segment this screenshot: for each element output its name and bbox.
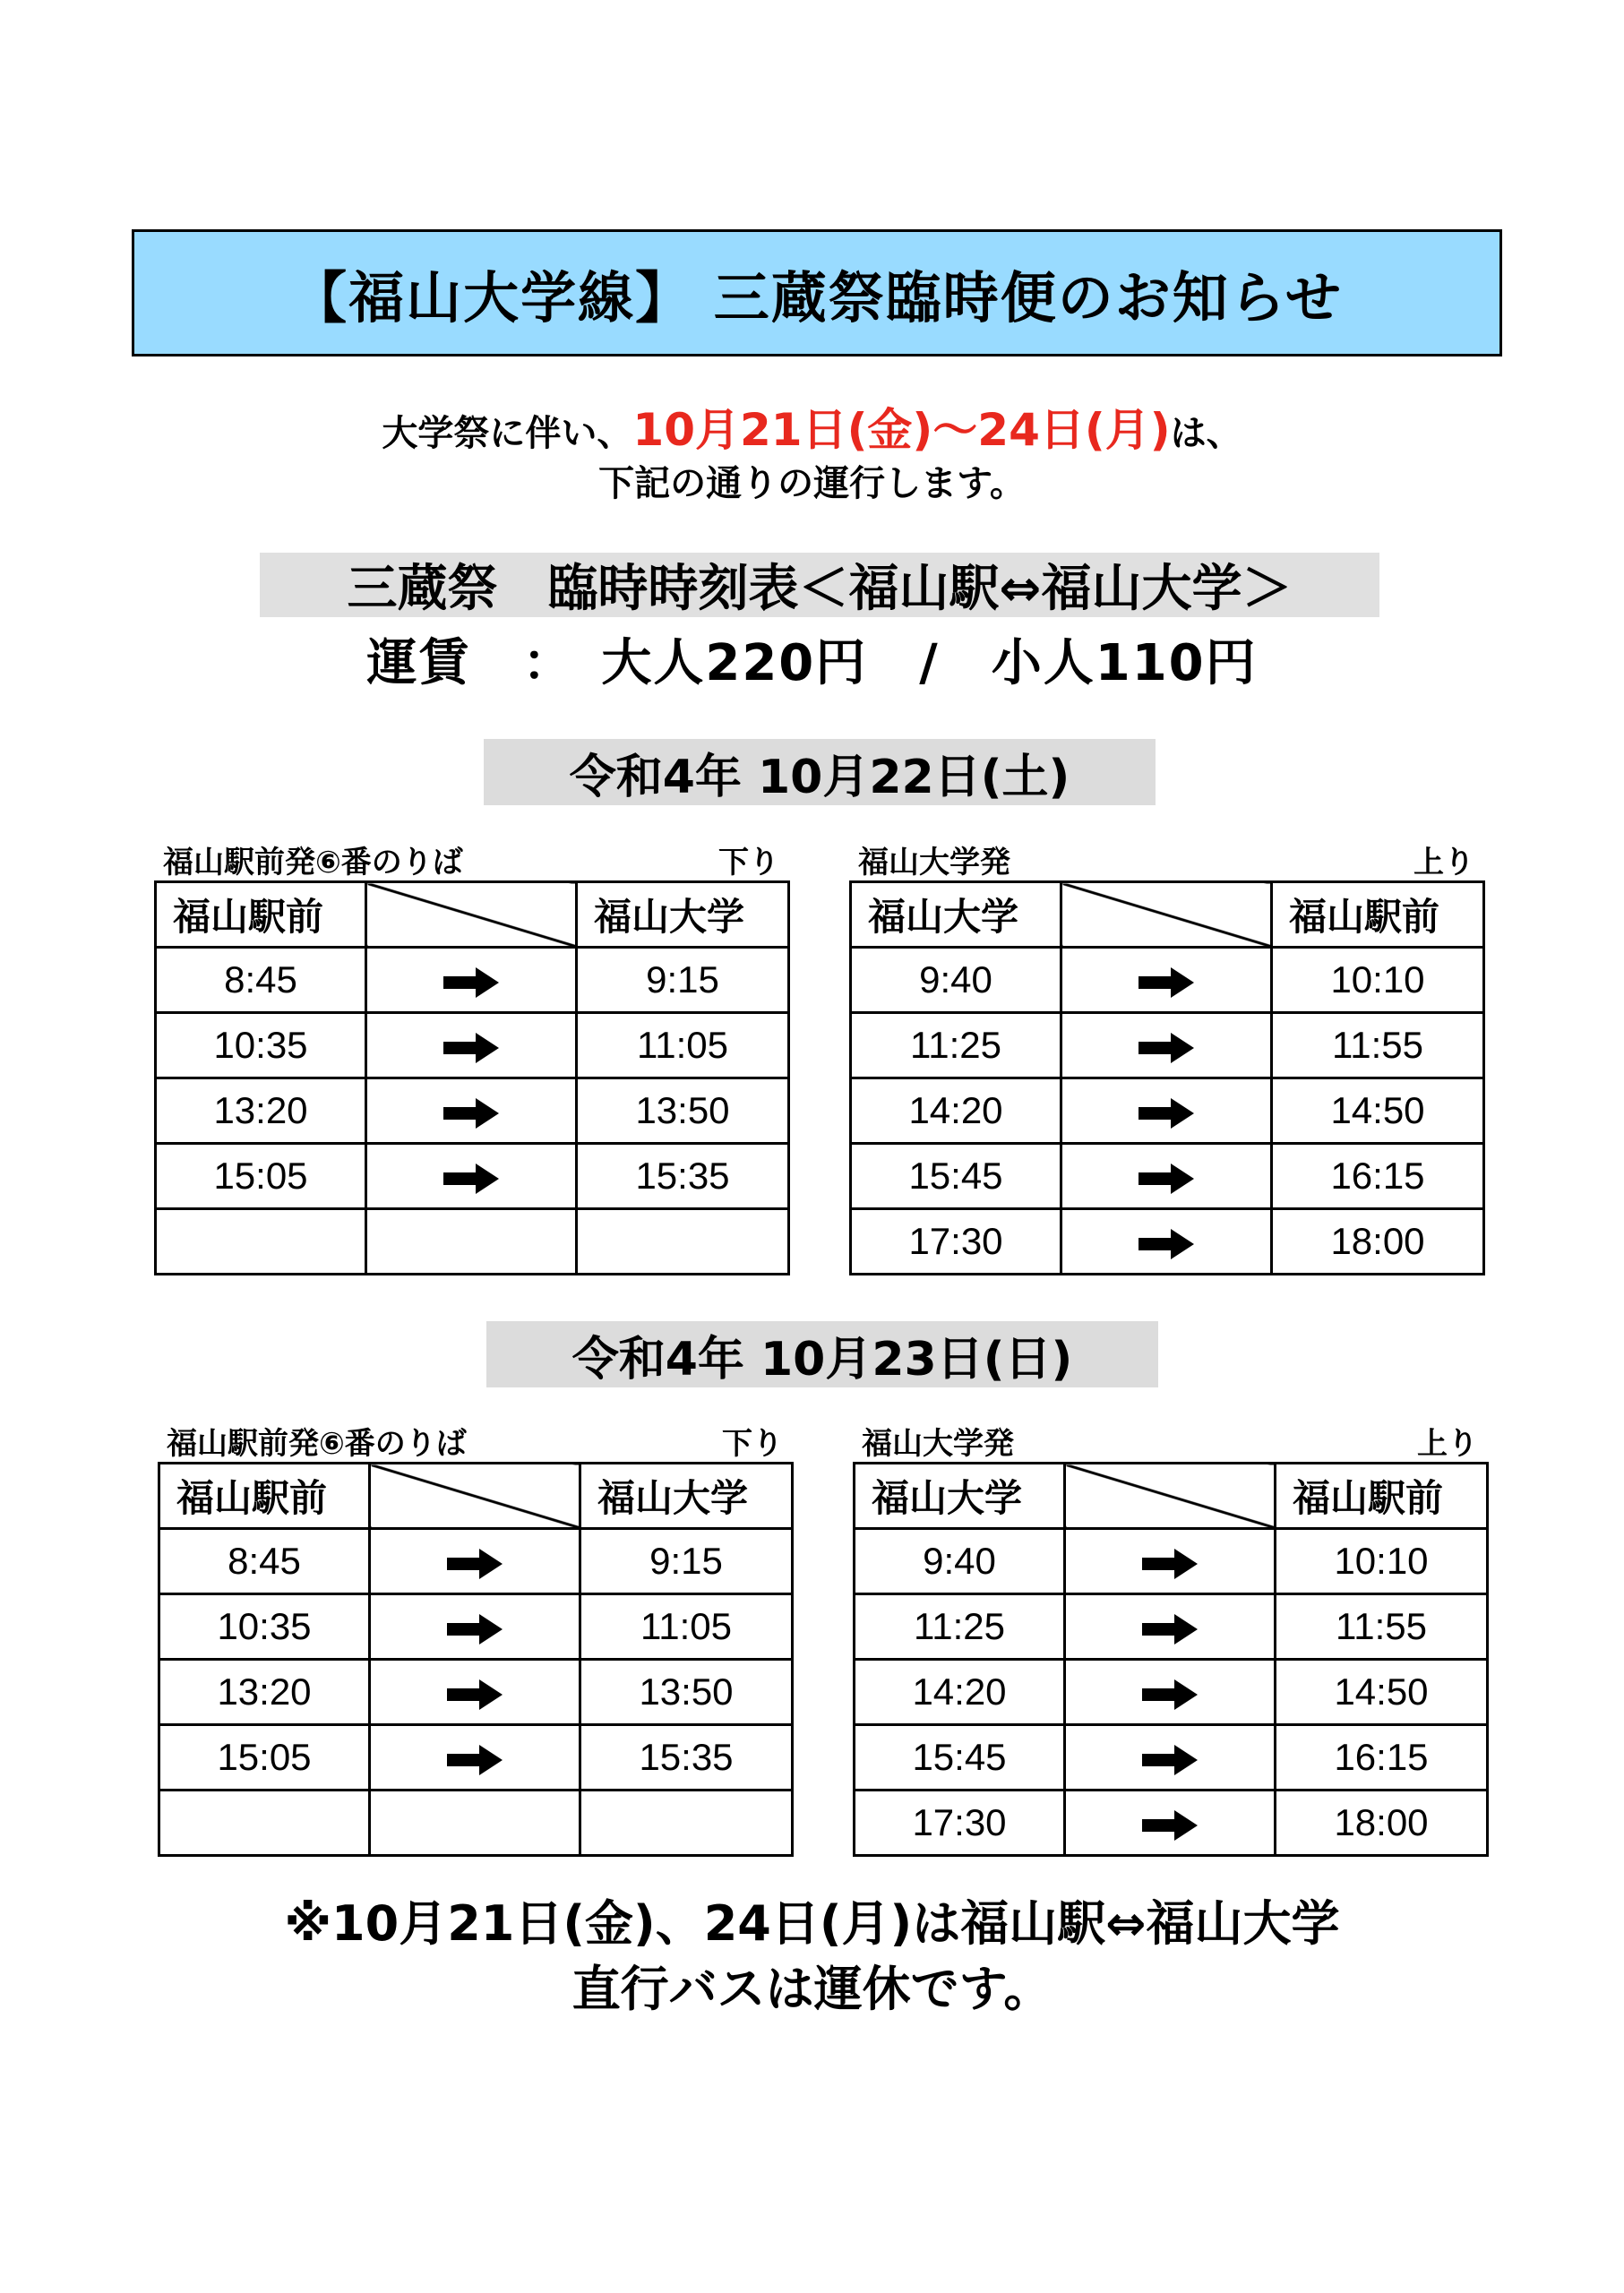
header-to: 福山駅前 [1272, 882, 1484, 948]
row-arrow [1065, 1791, 1276, 1856]
dep-time: 15:45 [851, 1144, 1061, 1209]
table-row [851, 1144, 1484, 1209]
right-arrow-icon [443, 967, 499, 998]
table-row [159, 1660, 793, 1725]
header-from: 福山駅前 [159, 1464, 370, 1529]
arr-time: 16:15 [1272, 1144, 1484, 1209]
row-empty [370, 1791, 580, 1856]
timetable-down-day2 [158, 1462, 794, 1857]
dep-time: 9:40 [855, 1529, 1065, 1594]
dep-time: 9:40 [851, 948, 1061, 1013]
row-arrow [1061, 1209, 1272, 1275]
dep-time: 17:30 [855, 1791, 1065, 1856]
row-arrow [1061, 1144, 1272, 1209]
table-header [851, 882, 1484, 948]
dep-time: 15:05 [159, 1725, 370, 1791]
footer-note-line-2: 直行バスは運休です。 [571, 1961, 1053, 2017]
arr-time: 11:55 [1272, 1013, 1484, 1078]
arr-time: 18:00 [1272, 1209, 1484, 1275]
table-row [156, 1013, 789, 1078]
table-row [855, 1594, 1488, 1660]
table-row [159, 1594, 793, 1660]
header-diagonal [1061, 882, 1272, 948]
table-row [855, 1725, 1488, 1791]
header-from: 福山大学 [855, 1464, 1065, 1529]
down-direction-day1: 下り [718, 845, 779, 880]
right-arrow-icon [443, 1164, 499, 1194]
table-row [851, 1209, 1484, 1275]
arr-time: 9:15 [577, 948, 789, 1013]
arr-time: 14:50 [1276, 1660, 1488, 1725]
footer-note-line-1: ※10月21日(金)、24日(月)は福山駅⇔福山大学 [284, 1895, 1340, 1952]
table-row [159, 1725, 793, 1791]
timetable-up-day1 [849, 880, 1485, 1275]
row-arrow [1061, 1078, 1272, 1144]
table-row [159, 1791, 793, 1856]
notice-title: 【福山大学線】 三蔵祭臨時便のお知らせ [132, 229, 1502, 356]
dep-time [156, 1209, 366, 1275]
table-row [855, 1660, 1488, 1725]
table-row [851, 948, 1484, 1013]
dep-time: 14:20 [855, 1660, 1065, 1725]
right-arrow-icon [443, 1098, 499, 1129]
table-row [855, 1529, 1488, 1594]
row-arrow [1065, 1660, 1276, 1725]
arr-time: 11:05 [577, 1013, 789, 1078]
arr-time: 13:50 [580, 1660, 793, 1725]
row-arrow [1061, 948, 1272, 1013]
dep-time: 10:35 [156, 1013, 366, 1078]
down-caption-day1: 福山駅前発⑥番のりば [163, 845, 463, 880]
timetable-up-day2 [853, 1462, 1489, 1857]
down-direction-day2: 下り [722, 1426, 783, 1462]
row-arrow [1065, 1594, 1276, 1660]
table-row [156, 948, 789, 1013]
up-direction-day2: 上り [1417, 1426, 1478, 1462]
header-from: 福山大学 [851, 882, 1061, 948]
dep-time: 15:05 [156, 1144, 366, 1209]
right-arrow-icon [1139, 1098, 1194, 1129]
table-row [156, 1144, 789, 1209]
dep-time: 13:20 [159, 1660, 370, 1725]
header-diagonal [1065, 1464, 1276, 1529]
dep-time: 14:20 [851, 1078, 1061, 1144]
notice-line-1 [0, 394, 1624, 459]
arr-time: 16:15 [1276, 1725, 1488, 1791]
arr-time: 9:15 [580, 1529, 793, 1594]
table-row [851, 1013, 1484, 1078]
dep-time: 8:45 [159, 1529, 370, 1594]
header-to: 福山大学 [577, 882, 789, 948]
arr-time: 11:55 [1276, 1594, 1488, 1660]
notice-line-2: 下記の通りの運行します。 [598, 463, 1026, 504]
right-arrow-icon [1142, 1549, 1198, 1579]
header-diagonal [366, 882, 577, 948]
header-from: 福山駅前 [156, 882, 366, 948]
table-header [156, 882, 789, 948]
right-arrow-icon [447, 1679, 503, 1710]
right-arrow-icon [443, 1033, 499, 1063]
arr-time: 15:35 [577, 1144, 789, 1209]
header-to: 福山大学 [580, 1464, 793, 1529]
row-arrow [1061, 1013, 1272, 1078]
arr-time: 14:50 [1272, 1078, 1484, 1144]
dep-time [159, 1791, 370, 1856]
down-caption-day2: 福山駅前発⑥番のりば [167, 1426, 467, 1462]
table-header [159, 1464, 793, 1529]
schedule-title: 三蔵祭 臨時時刻表＜福山駅⇔福山大学＞ [260, 553, 1379, 617]
row-arrow [1065, 1529, 1276, 1594]
up-caption-day1: 福山大学発 [858, 845, 1010, 880]
row-arrow [370, 1725, 580, 1791]
up-direction-day1: 上り [1413, 845, 1474, 880]
right-arrow-icon [1142, 1810, 1198, 1841]
right-arrow-icon [447, 1549, 503, 1579]
arr-time [577, 1209, 789, 1275]
dep-time: 15:45 [855, 1725, 1065, 1791]
notice-prefix: 大学祭に伴い、 [382, 413, 633, 454]
row-arrow [370, 1660, 580, 1725]
arr-time: 10:10 [1272, 948, 1484, 1013]
table-row [159, 1529, 793, 1594]
table-row [156, 1078, 789, 1144]
dep-time: 10:35 [159, 1594, 370, 1660]
arr-time: 11:05 [580, 1594, 793, 1660]
dep-time: 8:45 [156, 948, 366, 1013]
row-arrow [366, 1013, 577, 1078]
arr-time: 10:10 [1276, 1529, 1488, 1594]
row-arrow [366, 948, 577, 1013]
row-arrow [366, 1078, 577, 1144]
up-caption-day2: 福山大学発 [862, 1426, 1014, 1462]
date-bar-day2: 令和4年 10月23日(日) [486, 1321, 1158, 1387]
right-arrow-icon [447, 1614, 503, 1645]
dep-time: 11:25 [851, 1013, 1061, 1078]
table-row [156, 1209, 789, 1275]
notice-dates: 10月21日(金)～24日(月) [632, 404, 1171, 456]
dep-time: 17:30 [851, 1209, 1061, 1275]
dep-time: 13:20 [156, 1078, 366, 1144]
header-diagonal [370, 1464, 580, 1529]
arr-time: 15:35 [580, 1725, 793, 1791]
arr-time: 18:00 [1276, 1791, 1488, 1856]
notice-suffix: は、 [1170, 413, 1242, 454]
right-arrow-icon [1139, 1033, 1194, 1063]
right-arrow-icon [1142, 1679, 1198, 1710]
row-arrow [1065, 1725, 1276, 1791]
dep-time: 11:25 [855, 1594, 1065, 1660]
row-empty [366, 1209, 577, 1275]
right-arrow-icon [1139, 967, 1194, 998]
fare-info: 運賃 ： 大人220円 / 小人110円 [366, 634, 1258, 692]
row-arrow [366, 1144, 577, 1209]
table-row [855, 1791, 1488, 1856]
arr-time: 13:50 [577, 1078, 789, 1144]
row-arrow [370, 1529, 580, 1594]
date-bar-day1: 令和4年 10月22日(土) [484, 739, 1156, 805]
table-header [855, 1464, 1488, 1529]
right-arrow-icon [1139, 1229, 1194, 1259]
timetable-down-day1 [154, 880, 790, 1275]
right-arrow-icon [1142, 1614, 1198, 1645]
header-to: 福山駅前 [1276, 1464, 1488, 1529]
right-arrow-icon [1142, 1745, 1198, 1775]
right-arrow-icon [1139, 1164, 1194, 1194]
table-row [851, 1078, 1484, 1144]
arr-time [580, 1791, 793, 1856]
row-arrow [370, 1594, 580, 1660]
right-arrow-icon [447, 1745, 503, 1775]
